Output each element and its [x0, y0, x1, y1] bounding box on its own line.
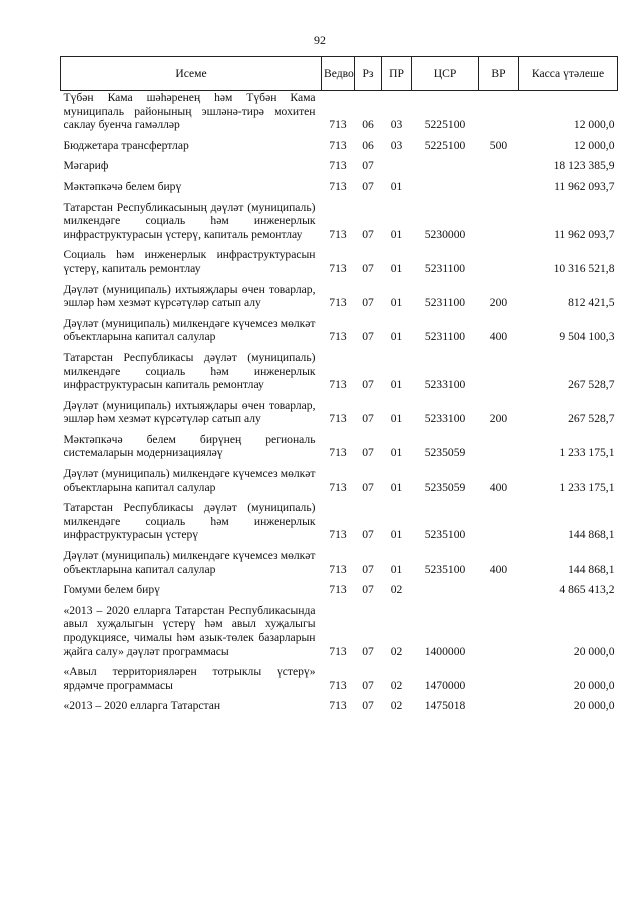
table-row [61, 467, 618, 501]
row-name: Бюджетара трансфертлар [63, 138, 189, 152]
header-ved: Ведво [322, 57, 355, 91]
row-rz: 07 [362, 528, 374, 542]
row-csr: 5225100 [424, 118, 466, 132]
row-amount: 11 962 093,7 [554, 227, 615, 241]
page-number: 92 [314, 33, 326, 47]
table-row [61, 351, 618, 399]
row-name: «Авыл территорияләрен тотрыклы үстерү» ярдәмче программасы [63, 665, 316, 692]
table-row [61, 501, 618, 549]
row-rz: 07 [362, 480, 374, 494]
row-pr: 01 [390, 296, 403, 310]
row-ved: 713 [329, 296, 347, 310]
row-amount: 267 528,7 [568, 412, 615, 426]
row-amount: 20 000,0 [573, 644, 615, 658]
row-name: Гомуми белем бирү [63, 583, 160, 597]
row-rz: 07 [362, 227, 374, 241]
row-csr [412, 159, 479, 180]
row-vr [479, 665, 519, 699]
table-row [61, 283, 618, 317]
table-row [61, 139, 618, 160]
row-vr [479, 583, 519, 604]
row-vr [479, 501, 519, 549]
row-amount: 4 865 413,2 [559, 583, 615, 597]
row-csr: 5235100 [424, 528, 466, 542]
row-rz: 07 [362, 583, 374, 597]
row-rz: 07 [362, 562, 374, 576]
row-amount: 11 962 093,7 [554, 179, 615, 193]
header-name: Исеме [61, 57, 322, 91]
table-row [61, 399, 618, 433]
row-name: Мәктәпкәчә белем бирүнең региональ системаларын модернизацияләү [63, 432, 316, 460]
row-vr: 200 [489, 412, 508, 426]
row-name: «2013 – 2020 елларга Татарстан Республикасында авыл хуҗалыгын үстерү һәм авыл хуҗалыгы продукциясе, чималы һәм азык-төлек базарларын җайга салу» дәүләт программасы [63, 603, 316, 658]
row-vr [479, 180, 519, 201]
row-rz: 06 [362, 118, 374, 132]
row-rz: 07 [362, 159, 374, 173]
row-pr: 02 [390, 678, 403, 692]
row-name: Социаль һәм инженерлык инфраструктурасын үстерү, капиталь ремонтлау [63, 248, 316, 275]
table-row [61, 583, 618, 604]
row-ved: 713 [329, 227, 347, 241]
row-rz: 07 [362, 699, 374, 713]
row-amount: 20 000,0 [573, 699, 615, 713]
row-csr [412, 180, 479, 201]
row-rz: 06 [362, 138, 374, 152]
row-vr [479, 91, 519, 139]
row-pr: 01 [390, 528, 403, 542]
row-ved: 713 [329, 644, 347, 658]
row-vr [479, 699, 519, 720]
table-header-row [61, 57, 618, 91]
row-pr: 01 [390, 480, 403, 494]
row-csr: 1400000 [424, 644, 466, 658]
row-csr [412, 583, 479, 604]
row-name: Мәктәпкәчә белем бирү [63, 179, 182, 193]
row-rz: 07 [362, 378, 374, 392]
row-pr: 01 [390, 412, 403, 426]
row-pr: 01 [390, 227, 403, 241]
header-rz: Рз [355, 57, 382, 91]
row-csr: 5231100 [424, 330, 466, 344]
row-csr: 1470000 [424, 678, 466, 692]
row-csr: 5231100 [424, 261, 466, 275]
row-vr [479, 248, 519, 282]
row-rz: 07 [362, 179, 374, 193]
table-row [61, 665, 618, 699]
row-vr [479, 201, 519, 249]
row-vr [479, 351, 519, 399]
row-csr: 5235059 [424, 480, 466, 494]
row-pr: 02 [390, 583, 403, 597]
row-vr: 400 [489, 330, 508, 344]
row-name: «2013 – 2020 елларга Татарстан [63, 699, 221, 713]
row-amount: 1 233 175,1 [559, 480, 615, 494]
row-amount: 12 000,0 [573, 118, 615, 132]
header-csr: ЦСР [412, 57, 479, 91]
table-row [61, 604, 618, 665]
row-vr: 400 [489, 480, 508, 494]
table-row [61, 159, 618, 180]
row-amount: 812 421,5 [568, 296, 615, 310]
row-amount: 267 528,7 [568, 378, 615, 392]
row-ved: 713 [329, 678, 347, 692]
row-name: Татарстан Республикасы дәүләт (муниципаль) милкендәге социаль һәм инженерлык инфраструктурасын үстерү [63, 501, 316, 542]
row-ved: 713 [329, 583, 347, 597]
table-row [61, 91, 618, 139]
row-ved: 713 [329, 699, 347, 713]
row-amount: 144 868,1 [568, 562, 615, 576]
row-pr: 02 [390, 699, 403, 713]
header-pr: ПР [382, 57, 412, 91]
row-vr: 500 [489, 138, 508, 152]
row-pr [382, 159, 412, 180]
row-name: Дәүләт (муниципаль) милкендәге күчемсез мөлкәт объектларына капитал салулар [63, 467, 316, 494]
row-pr: 03 [390, 118, 403, 132]
table-row [61, 248, 618, 282]
row-amount: 1 233 175,1 [559, 446, 615, 460]
table-row [61, 317, 618, 351]
row-ved: 713 [329, 159, 347, 173]
table-row [61, 699, 618, 720]
row-name: Дәүләт (муниципаль) милкендәге күчемсез мөлкәт объектларына капитал салулар [63, 316, 316, 344]
row-ved: 713 [329, 138, 347, 152]
row-pr: 02 [390, 644, 403, 658]
row-pr: 01 [390, 330, 403, 344]
row-pr: 01 [390, 378, 403, 392]
row-name: Татарстан Республикасы дәүләт (муниципаль) милкендәге социаль һәм инженерлык инфраструктурасын капиталь ремонтлау [63, 350, 316, 392]
row-ved: 713 [329, 562, 347, 576]
row-pr: 01 [390, 562, 403, 576]
row-rz: 07 [362, 330, 374, 344]
row-amount: 10 316 521,8 [553, 261, 615, 275]
row-rz: 07 [362, 261, 374, 275]
row-rz: 07 [362, 446, 374, 460]
row-ved: 713 [329, 378, 347, 392]
row-ved: 713 [329, 480, 347, 494]
row-pr: 01 [390, 261, 403, 275]
row-amount: 18 123 385,9 [553, 159, 615, 173]
row-csr: 5233100 [424, 412, 466, 426]
row-amount: 9 504 100,3 [559, 330, 615, 344]
row-pr: 01 [390, 446, 403, 460]
row-amount: 20 000,0 [573, 678, 615, 692]
row-ved: 713 [329, 412, 347, 426]
row-ved: 713 [329, 261, 347, 275]
row-name: Дәүләт (муниципаль) милкендәге күчемсез мөлкәт объектларына капитал салулар [63, 549, 316, 576]
row-pr: 01 [390, 179, 403, 193]
row-vr [479, 604, 519, 665]
row-vr [479, 433, 519, 467]
table-row [61, 433, 618, 467]
row-vr: 400 [489, 562, 508, 576]
header-vr: ВР [479, 57, 519, 91]
row-csr: 5235100 [424, 562, 466, 576]
row-name: Дәүләт (муниципаль) ихтыяҗлары өчен товарлар, эшләр һәм хезмәт күрсәтүләр сатып алу [63, 282, 316, 310]
row-vr [479, 159, 519, 180]
table-row [61, 201, 618, 249]
budget-table [60, 56, 618, 720]
row-csr: 1475018 [424, 699, 466, 713]
table-body [61, 91, 618, 720]
row-ved: 713 [329, 446, 347, 460]
row-name: Мәгариф [63, 159, 109, 173]
table-row [61, 180, 618, 201]
row-rz: 07 [362, 644, 374, 658]
row-rz: 07 [362, 412, 374, 426]
header-kassa: Касса үтәлеше [519, 57, 618, 91]
row-name: Түбән Кама шәһәренең һәм Түбән Кама муниципаль районының эшләнә-тирә мохитен саклау буенча гамәлләр [63, 91, 316, 132]
row-name: Дәүләт (муниципаль) ихтыяҗлары өчен товарлар, эшләр һәм хезмәт күрсәтүләр сатып алу [63, 398, 316, 426]
row-csr: 5235059 [424, 446, 466, 460]
row-csr: 5230000 [424, 227, 466, 241]
row-pr: 03 [390, 138, 403, 152]
row-vr: 200 [489, 296, 508, 310]
row-name: Татарстан Республикасының дәүләт (муниципаль) милкендәге социаль һәм инженерлык инфраструктурасын үстерү, капиталь ремонтлау [63, 200, 316, 241]
row-ved: 713 [329, 179, 347, 193]
row-amount: 144 868,1 [568, 528, 615, 542]
row-amount: 12 000,0 [573, 138, 615, 152]
row-rz: 07 [362, 678, 374, 692]
row-csr: 5231100 [424, 296, 466, 310]
row-csr: 5225100 [424, 138, 466, 152]
row-csr: 5233100 [424, 378, 466, 392]
row-ved: 713 [329, 528, 347, 542]
table-row [61, 549, 618, 583]
row-ved: 713 [329, 118, 347, 132]
row-rz: 07 [362, 296, 374, 310]
row-ved: 713 [329, 330, 347, 344]
